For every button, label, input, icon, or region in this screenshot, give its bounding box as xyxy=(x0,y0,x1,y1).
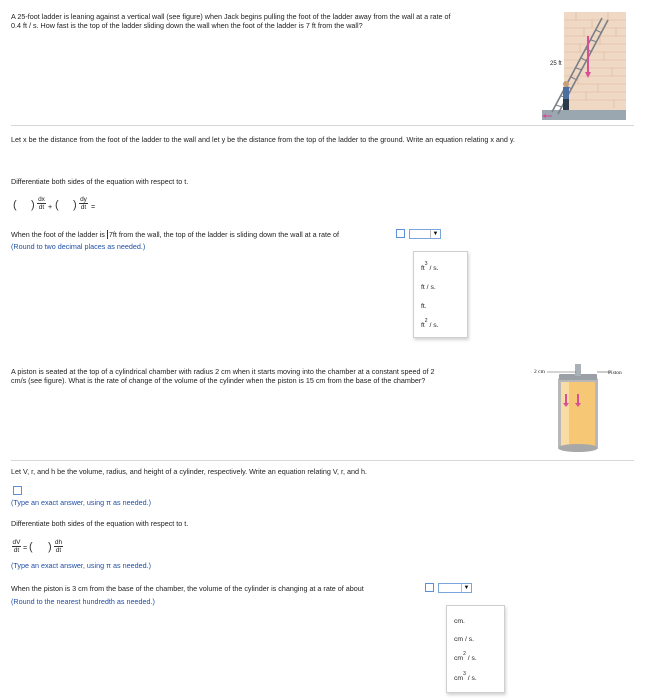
dy-numerator: dy xyxy=(80,196,87,203)
q2-units-dropdown[interactable] xyxy=(438,583,472,593)
q1-step3-text xyxy=(11,230,339,240)
q1-step2-text: Differentiate both sides of the equation with respect to t. xyxy=(11,177,189,186)
q1-step3-value: 7 xyxy=(108,230,113,239)
dx-denominator: dt xyxy=(38,204,45,211)
q1-step1-text: Let x be the distance from the foot of the ladder to the wall and let y be the distance from the top of the ladder to the ground. Write an equation relating x and y. xyxy=(11,135,515,144)
q1-units-menu xyxy=(413,251,468,338)
close-paren: ) xyxy=(73,199,77,211)
dh-dt-fraction xyxy=(54,539,63,554)
q1-unit-option-ft3-per-s[interactable]: $ft^3$ / s. xyxy=(421,261,439,272)
q2-step3-text: When the piston is 3 cm from the base of the chamber, the volume of the cylinder is changing at a rate of about xyxy=(11,584,364,593)
dx-dt-fraction xyxy=(37,196,46,211)
dropdown-arrow-icon[interactable]: ▼ xyxy=(430,230,440,238)
piston-label: Piston xyxy=(608,370,622,376)
close-paren: ) xyxy=(48,541,52,553)
q1-derivative-equation xyxy=(11,193,111,217)
dv-denominator: dt xyxy=(13,547,20,554)
q2-equation-answer-box[interactable] xyxy=(13,486,22,495)
radius-label: 2 cm xyxy=(534,369,545,375)
divider xyxy=(11,125,634,126)
dv-dt-fraction xyxy=(12,539,21,554)
plus-sign: + xyxy=(48,202,53,211)
piston-figure xyxy=(530,362,630,454)
q2-unit-option-cm-per-s[interactable]: cm / s. xyxy=(454,636,475,643)
q2-prompt-line2: cm/s (see figure). What is the rate of change of the volume of the cylinder when the piston is 15 cm from the base of the chamber? xyxy=(11,376,426,385)
q2-exact-note-2: (Type an exact answer, using π as needed.) xyxy=(11,561,152,570)
q1-rate-answer-box[interactable] xyxy=(396,229,405,238)
equals-sign: = xyxy=(91,202,96,211)
q2-round-note: (Round to the nearest hundredth as needed.) xyxy=(11,597,155,606)
q2-unit-option-cm2-per-s[interactable]: $cm^2$ / s. xyxy=(454,651,477,662)
q2-rate-answer-box[interactable] xyxy=(425,583,434,592)
q2-unit-option-cm[interactable]: cm. xyxy=(454,618,465,625)
dx-numerator: dx xyxy=(38,196,45,203)
ladder-length-label: 25 ft xyxy=(550,61,562,67)
q2-step2-text: Differentiate both sides of the equation with respect to t. xyxy=(11,519,189,528)
q1-prompt-line2: 0.4 ft / s. How fast is the top of the ladder sliding down the wall when the foot of the ladder is 7 ft from the wall? xyxy=(11,21,363,30)
dv-numerator: dV xyxy=(12,539,21,546)
divider xyxy=(11,460,634,461)
q1-prompt-line1: A 25-foot ladder is leaning against a vertical wall (see figure) when Jack begins pulling the foot of the ladder away from the wall at a rate of xyxy=(11,12,451,21)
q2-exact-note: (Type an exact answer, using π as needed.) xyxy=(11,498,152,507)
q1-unit-option-ft[interactable]: ft. xyxy=(421,303,427,310)
q2-derivative-equation xyxy=(11,536,91,558)
q1-unit-option-ft-per-s[interactable]: ft / s. xyxy=(421,284,436,291)
q2-units-menu xyxy=(446,605,505,693)
open-paren: ( xyxy=(29,541,33,553)
dh-denominator: dt xyxy=(55,547,62,554)
dh-numerator: dh xyxy=(54,539,63,546)
dy-denominator: dt xyxy=(80,204,87,211)
dy-dt-fraction xyxy=(79,196,88,211)
q2-step1-text: Let V, r, and h be the volume, radius, and height of a cylinder, respectively. Write an equation relating V, r, and h. xyxy=(11,467,368,476)
open-paren: ( xyxy=(13,199,17,211)
q1-units-dropdown[interactable] xyxy=(409,229,441,239)
open-paren: ( xyxy=(55,199,59,211)
ladder-figure xyxy=(542,12,626,120)
q2-prompt-line1: A piston is seated at the top of a cylindrical chamber with radius 2 cm when it starts moving into the chamber at a constant speed of 2 xyxy=(11,367,435,376)
equals-sign: = xyxy=(23,543,28,552)
close-paren: ) xyxy=(31,199,35,211)
q1-unit-option-ft2-per-s[interactable]: $ft^2$ / s. xyxy=(421,318,439,329)
q1-round-note: (Round to two decimal places as needed.) xyxy=(11,242,146,251)
q1-step3-post: ft from the wall, the top of the ladder is sliding down the wall at a rate of xyxy=(112,230,340,239)
q1-step3-pre: When the foot of the ladder is xyxy=(11,230,107,239)
q2-unit-option-cm3-per-s[interactable]: $cm^3$ / s. xyxy=(454,671,477,682)
dropdown-arrow-icon[interactable]: ▼ xyxy=(461,584,471,592)
